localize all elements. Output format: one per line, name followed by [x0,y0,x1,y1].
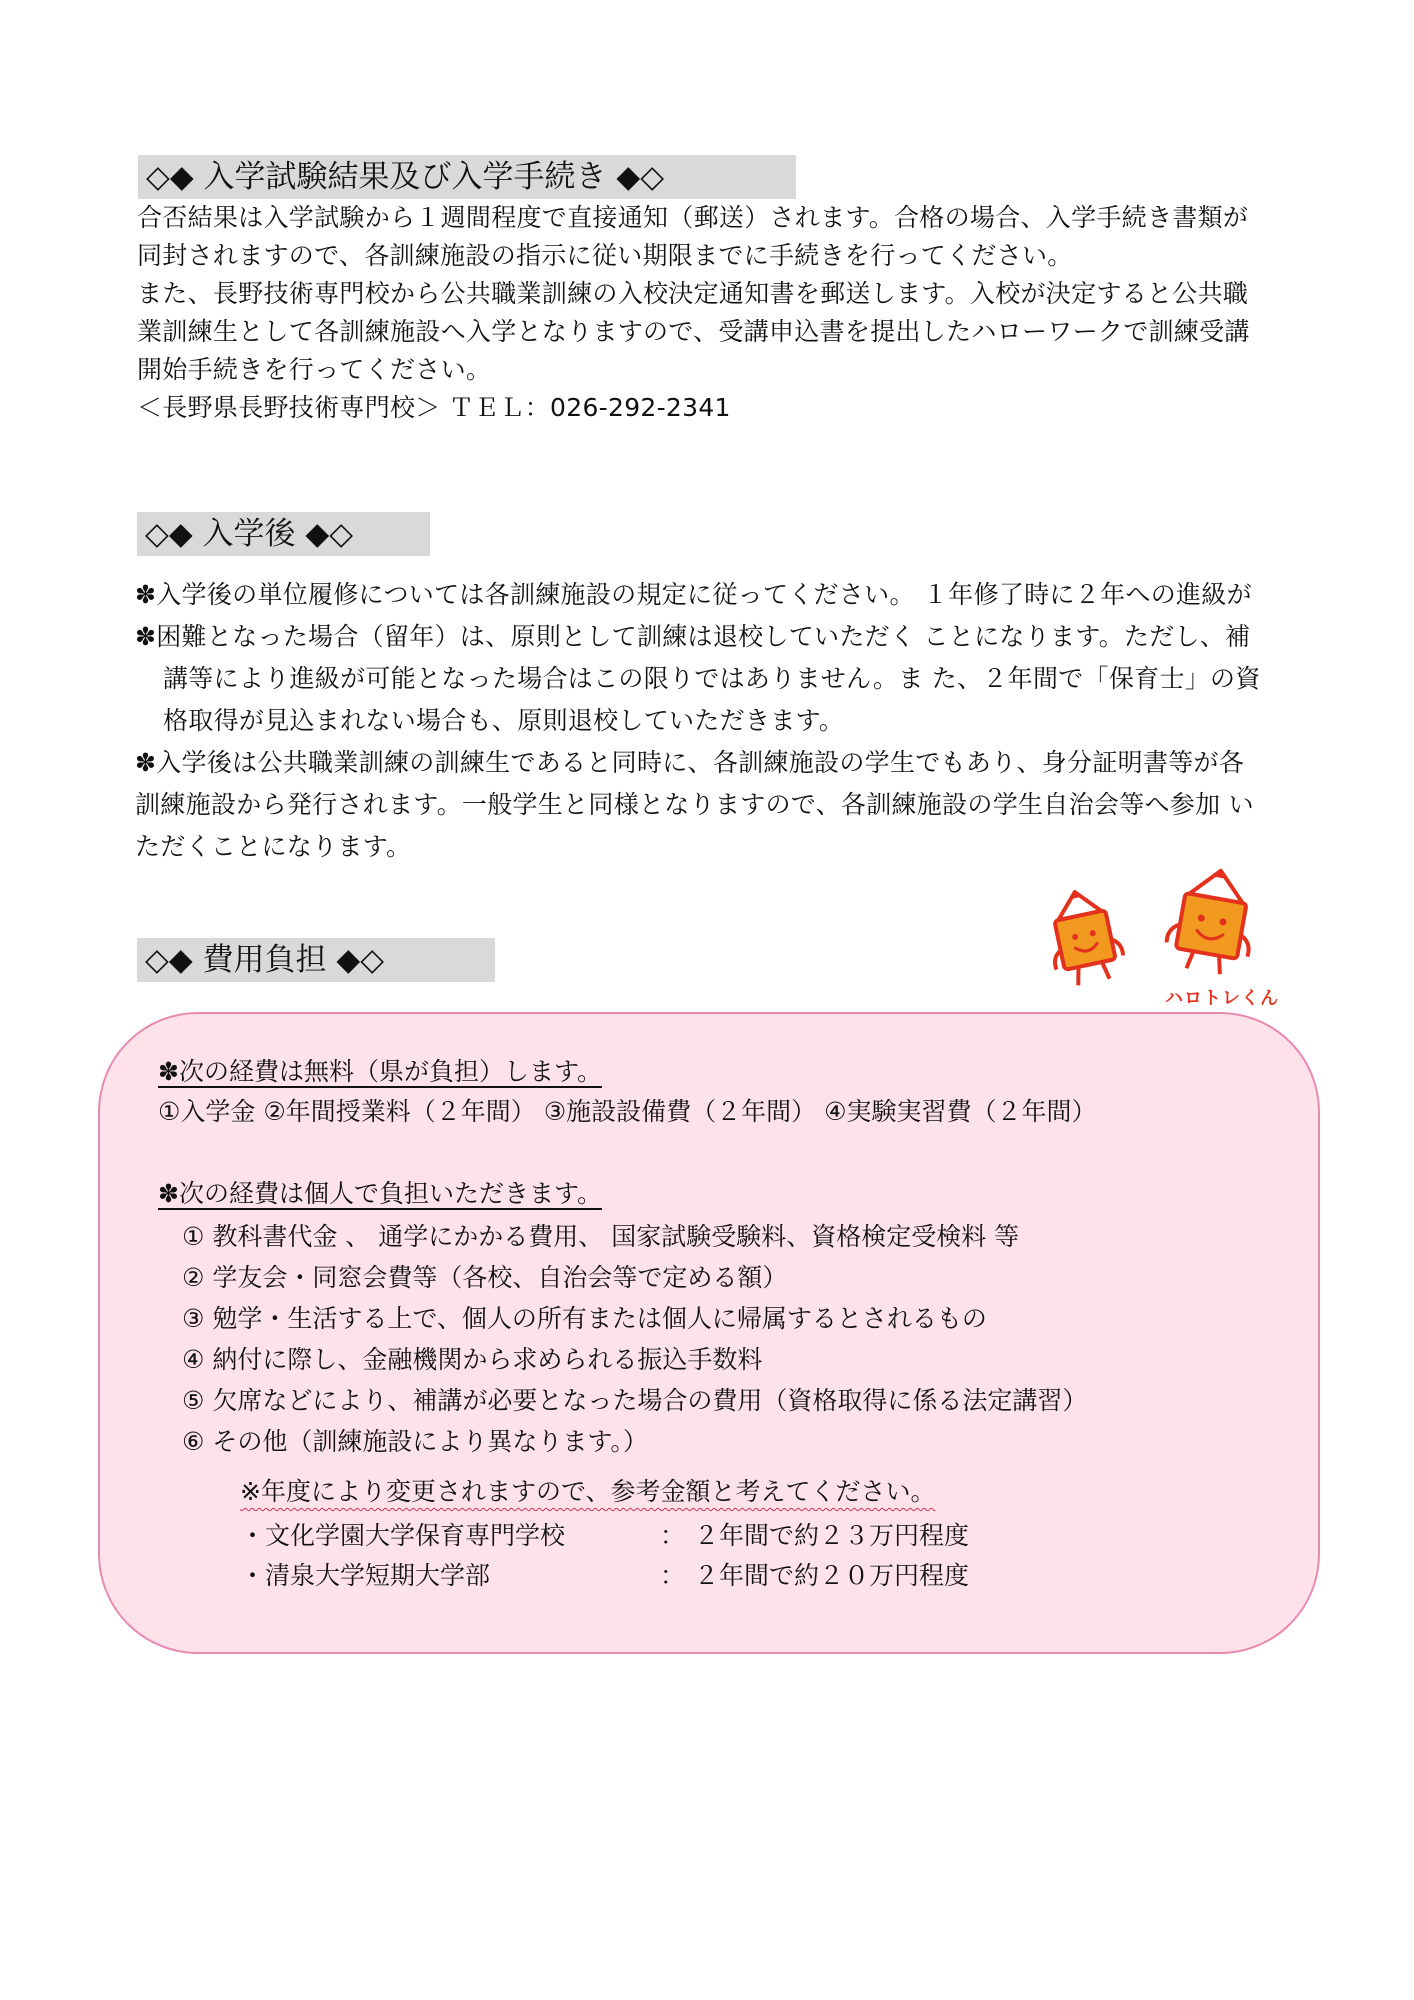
school-name: ・清泉大学短期大学部 [240,1561,491,1590]
section-heading-admission-results: ◇◆ 入学試験結果及び入学手続き ◆◇ [138,155,796,199]
free-costs-title-text: ✽次の経費は無料（県が負担）します。 [158,1057,602,1086]
section-heading-after-admission: ◇◆ 入学後 ◆◇ [137,512,430,556]
text-line: ✽入学後の単位履修については各訓練施設の規定に従ってください。 １年修了時に２年への進級が [135,580,1252,609]
list-item: ① 教科書代金 、 通学にかかる費用、 国家試験受験料、資格検定受検料 等 [182,1222,1020,1251]
text-line: 訓練施設から発行されます。一般学生と同様となりますので、各訓練施設の学生自治会等へ参加 い [135,790,1254,819]
fee-note-text: ※年度により変更されますので、参考金額と考えてください。 [240,1477,936,1506]
personal-costs-title-text: ✽次の経費は個人で負担いただきます。 [158,1179,602,1208]
school-amount: ２年間で約２３万円程度 [694,1521,970,1550]
school-name: ・文化学園大学保育専門学校 [240,1521,566,1550]
list-item: ⑤ 欠席などにより、補講が必要となった場合の費用（資格取得に係る法定講習） [182,1386,1088,1415]
text-line: 開始手続きを行ってください。 [137,355,492,384]
school-row [240,1516,969,1556]
text-line: 格取得が見込まれない場合も、原則退校していただきます。 [163,706,845,735]
text-line: 合否結果は入学試験から１週間程度で直接通知（郵送）されます。合格の場合、入学手続き書類が [137,203,1249,232]
mascot-logo-text: ハロトレくん [1165,988,1279,1009]
free-costs-title [158,1052,602,1092]
school-sep: ： [660,1521,686,1550]
text-line: ✽入学後は公共職業訓練の訓練生であると同時に、各訓練施設の学生でもあり、身分証明書等が各 [135,748,1245,777]
personal-costs-list [182,1217,1087,1463]
mascot-large-image [1155,864,1270,979]
free-costs-items: ①入学金 ②年間授業料（２年間） ③施設設備費（２年間） ④実験実習費（２年間） [158,1097,1097,1126]
list-item: ② 学友会・同窓会費等（各校、自治会等で定める額） [182,1263,788,1292]
text-line: ただくことになります。 [135,832,412,861]
school-amount: ２年間で約２０万円程度 [694,1561,970,1590]
mascot-small-image [1035,885,1135,995]
list-item: ③ 勉学・生活する上で、個人の所有または個人に帰属するとされるもの [182,1304,987,1333]
admission-results-text [137,199,1250,427]
fee-note [240,1472,935,1512]
list-item: ⑥ その他（訓練施設により異なります。） [182,1427,648,1456]
school-sep: ： [660,1561,686,1590]
after-admission-text [135,574,1261,868]
contact-info: ＜長野県長野技術専門校＞ ＴＥＬ：026-292-2341 [137,393,731,422]
text-line: 講等により進級が可能となった場合はこの限りではありません。ま た、２年間で「保育士」の資 [163,664,1261,693]
section-heading-costs: ◇◆ 費用負担 ◆◇ [137,938,495,982]
text-line: また、長野技術専門校から公共職業訓練の入校決定通知書を郵送します。入校が決定すると公共職 [137,279,1249,308]
school-row [240,1556,969,1596]
list-item: ④ 納付に際し、金融機関から求められる振込手数料 [182,1345,763,1374]
personal-costs-title [158,1174,602,1214]
text-line: ✽困難となった場合（留年）は、原則として訓練は退校していただく ことになります。ただし、補 [135,622,1251,651]
text-line: 業訓練生として各訓練施設へ入学となりますので、受講申込書を提出したハローワークで訓練受講 [137,317,1250,346]
text-line: 同封されますので、各訓練施設の指示に従い期限までに手続きを行ってください。 [137,241,1073,270]
